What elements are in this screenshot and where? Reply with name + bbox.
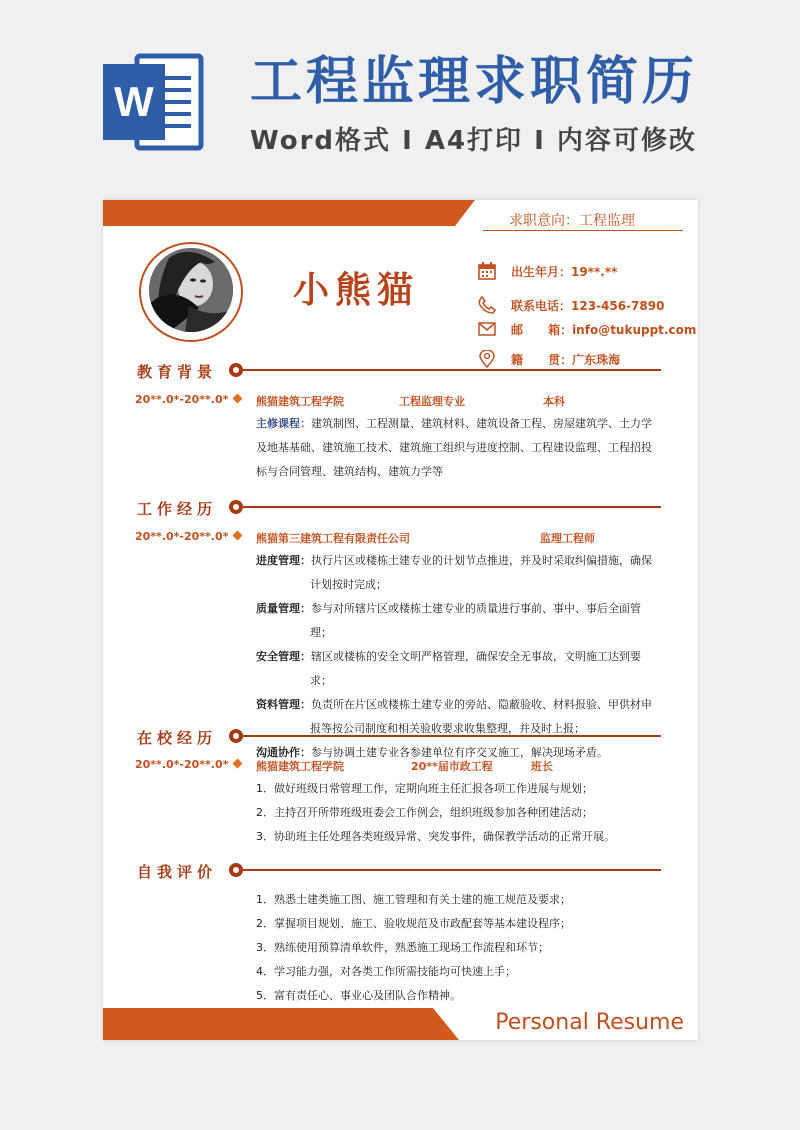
section-divider — [243, 735, 661, 737]
duty-item: 资料管理：负责所在片区或楼栋土建专业的旁站、隐蔽验收、材料报验、甲供材申报等按公司制度和相关验收要求收集整理，并及时上报； — [256, 698, 652, 735]
campus-date: 20**.0*-20**.0* — [135, 758, 229, 771]
section-title-work: 工作经历 — [137, 500, 218, 518]
candidate-name: 小熊猫 — [293, 270, 420, 311]
list-item: 1．做好班级日常管理工作，定期向班主任汇报各项工作进展与规划； — [256, 782, 593, 795]
campus-dept: 20**届市政工程 — [411, 760, 493, 773]
campus-role: 班长 — [531, 760, 553, 773]
svg-text:W: W — [114, 78, 154, 125]
duty-item: 质量管理：参与对所辖片区或楼栋土建专业的质量进行事前、事中、事后全面管理； — [256, 602, 641, 639]
section-divider — [243, 369, 661, 371]
job-objective: 求职意向：工程监理 — [509, 213, 635, 229]
mail-icon — [477, 320, 497, 338]
duty-item: 安全管理：辖区或楼栋的安全文明严格管理，确保安全无事故，文明施工达到要求； — [256, 650, 641, 687]
entry-bullet — [233, 759, 243, 769]
list-item: 3．熟练使用预算清单软件，熟悉施工现场工作流程和环节； — [256, 941, 549, 954]
section-title-self: 自我评价 — [137, 863, 218, 881]
info-phone: 联系电话：123-456-7890 — [477, 296, 664, 314]
self-items — [256, 888, 656, 1008]
entry-bullet — [233, 394, 243, 404]
page-subtitle: Word格式 I A4打印 I 内容可修改 — [250, 126, 697, 156]
resume-page — [103, 200, 698, 1040]
header — [0, 0, 800, 190]
entry-bullet — [233, 531, 243, 541]
info-email: 邮 箱：info@tukuppt.com — [477, 320, 696, 338]
objective-underline — [483, 230, 683, 231]
avatar — [149, 248, 233, 332]
campus-items — [256, 777, 656, 849]
page-title: 工程监理求职简历 — [250, 52, 699, 112]
section-marker — [229, 363, 243, 377]
work-date: 20**.0*-20**.0* — [135, 530, 229, 543]
list-item: 5．富有责任心、事业心及团队合作精神。 — [256, 989, 461, 1002]
location-icon — [477, 350, 497, 368]
info-birth: 出生年月：19**.** — [477, 262, 617, 280]
phone-icon — [477, 296, 497, 314]
list-item: 4．学习能力强，对各类工作所需技能均可快速上手； — [256, 965, 516, 978]
education-date: 20**.0*-20**.0* — [135, 393, 229, 406]
footer-label: Personal Resume — [495, 1010, 684, 1035]
work-position: 监理工程师 — [540, 532, 595, 545]
list-item: 2．主持召开所带班级班委会工作例会，组织班级参加各种团建活动； — [256, 806, 593, 819]
work-company: 熊猫第三建筑工程有限责任公司 — [256, 532, 410, 545]
section-title-education: 教育背景 — [137, 363, 218, 381]
education-major: 工程监理专业 — [399, 395, 465, 408]
section-title-campus: 在校经历 — [137, 729, 218, 747]
section-marker — [229, 863, 243, 877]
info-hometown: 籍 贯：广东珠海 — [477, 350, 620, 368]
section-divider — [243, 869, 661, 871]
duty-item: 沟通协作：参与协调土建专业各参建单位有序交叉施工，解决现场矛盾。 — [256, 746, 608, 759]
list-item: 1．熟悉土建类施工图、施工管理和有关土建的施工规范及要求； — [256, 893, 571, 906]
word-doc-icon — [103, 50, 207, 154]
campus-school: 熊猫建筑工程学院 — [256, 760, 344, 773]
section-marker — [229, 729, 243, 743]
calendar-icon — [477, 262, 497, 280]
section-marker — [229, 500, 243, 514]
list-item: 3．协助班主任处理各类班级异常、突发事件，确保教学活动的正常开展。 — [256, 830, 615, 843]
education-degree: 本科 — [543, 395, 565, 408]
work-duties — [256, 549, 656, 765]
education-courses: 主修课程：建筑制图、工程测量、建筑材料、建筑设备工程、房屋建筑学、土力学及地基基础、建筑施工技术、建筑施工组织与进度控制、工程建设监理、工程招投标与合同管理、建筑结构、建筑力学等 — [256, 417, 652, 478]
duty-item: 进度管理：执行片区或楼栋土建专业的计划节点推进，并及时采取纠偏措施，确保计划按时完成； — [256, 554, 652, 591]
education-school: 熊猫建筑工程学院 — [256, 395, 344, 408]
section-divider — [243, 506, 661, 508]
list-item: 2．掌握项目规划、施工、验收规范及市政配套等基本建设程序； — [256, 917, 571, 930]
